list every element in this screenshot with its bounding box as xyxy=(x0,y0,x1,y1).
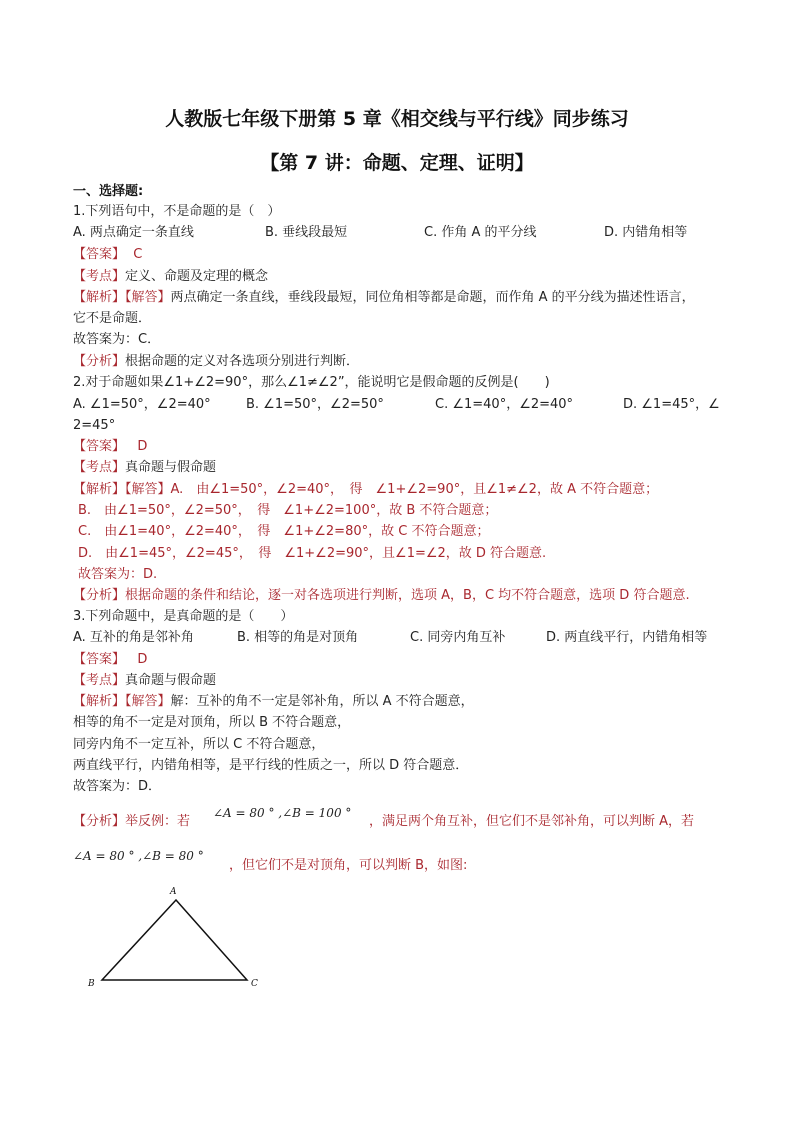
q3-jiexi-2: 相等的角不一定是对顶角，所以 B 不符合题意， xyxy=(73,715,351,730)
q2-jiexi-a xyxy=(73,481,658,498)
q1-stem: 1.下列语句中，不是命题的是（ ） xyxy=(73,204,281,219)
q2-kaodian-text: 真命题与假命题 xyxy=(125,460,217,475)
q2-option-a: A. ∠1=50°，∠2=40° xyxy=(73,397,211,412)
answer-label: 【答案】 xyxy=(73,652,126,667)
q3-fenxi-1 xyxy=(73,813,190,830)
q3-fenxi-formula-2: ∠A = 80 ° ,∠B = 80 ° xyxy=(73,849,204,863)
q1-jiexi-text-1: 两点确定一条直线，垂线段最短，同位角相等都是命题，而作角 A 的平分线为描述性语言， xyxy=(170,290,695,305)
q2-fenxi xyxy=(73,587,690,604)
q3-conclusion: 故答案为：D． xyxy=(73,779,162,794)
section-heading: 一、选择题: xyxy=(73,184,144,199)
q2-option-c: C. ∠1=40°，∠2=40° xyxy=(435,397,574,412)
q2-answer xyxy=(73,438,147,455)
q1-jiexi xyxy=(73,289,695,306)
q1-fenxi xyxy=(73,353,359,370)
q3-kaodian-text: 真命题与假命题 xyxy=(125,673,217,688)
q3-answer-value: D xyxy=(137,652,148,667)
q3-fenxi-text-1b: ，满足两个角互补，但它们不是邻补角，可以判断 A，若 xyxy=(369,814,695,829)
q1-option-d: D. 内错角相等 xyxy=(604,225,688,240)
q1-kaodian xyxy=(73,268,268,285)
q3-kaodian xyxy=(73,672,216,689)
kaodian-label: 【考点】 xyxy=(73,460,126,475)
page-title: 人教版七年级下册第 5 章《相交线与平行线》同步练习 xyxy=(165,108,629,130)
q3-stem: 3.下列命题中，是真命题的是（ ） xyxy=(73,609,294,624)
q3-jiexi-text-1: 解：互补的角不一定是邻补角，所以 A 不符合题意， xyxy=(170,694,474,709)
q3-jiexi-3: 同旁内角不一定互补，所以 C 不符合题意， xyxy=(73,737,325,752)
answer-label: 【答案】 xyxy=(73,247,126,262)
vertex-c-label: C xyxy=(251,979,258,989)
fenxi-label: 【分析】 xyxy=(73,354,126,369)
q1-option-c: C. 作角 A 的平分线 xyxy=(424,225,537,240)
q2-stem: 2.对于命题如果∠1+∠2=90°，那么∠1≠∠2”，能说明它是假命题的反例是( ) xyxy=(73,375,550,390)
q3-option-a: A. 互补的角是邻补角 xyxy=(73,630,194,645)
q3-jiexi-4: 两直线平行，内错角相等，是平行线的性质之一，所以 D 符合题意． xyxy=(73,758,469,773)
answer-label: 【答案】 xyxy=(73,439,126,454)
q2-conclusion: 故答案为：D. xyxy=(78,567,158,582)
q1-answer-value: C xyxy=(133,247,143,262)
jiexi-label: 【解析】【解答】 xyxy=(73,482,171,497)
q3-jiexi-1 xyxy=(73,693,474,710)
q1-jiexi-cont: 它不是命题． xyxy=(73,311,152,326)
q2-jiexi-a-text: A. 由∠1=50°，∠2=40°， 得 ∠1+∠2=90°，且∠1≠∠2，故 A 不符合题意； xyxy=(170,482,659,497)
fenxi-label: 【分析】 xyxy=(73,588,126,603)
q2-jiexi-b: B. 由∠1=50°，∠2=50°， 得 ∠1+∠2=100°，故 B 不符合题意； xyxy=(78,503,498,518)
q2-option-d: D. ∠1=45°，∠ xyxy=(623,397,720,412)
q2-answer-value: D xyxy=(137,439,148,454)
fenxi-label: 【分析】 xyxy=(73,814,126,829)
q3-option-c: C. 同旁内角互补 xyxy=(410,630,506,645)
q2-option-d-cont: 2=45° xyxy=(73,418,116,433)
q1-answer xyxy=(73,246,142,263)
jiexi-label: 【解析】【解答】 xyxy=(73,694,171,709)
q3-option-b: B. 相等的角是对顶角 xyxy=(237,630,359,645)
kaodian-label: 【考点】 xyxy=(73,673,126,688)
q1-fenxi-text: 根据命题的定义对各选项分别进行判断． xyxy=(125,354,360,369)
q3-option-d: D. 两直线平行，内错角相等 xyxy=(546,630,708,645)
q1-conclusion: 故答案为：C． xyxy=(73,332,161,347)
q3-fenxi-text-2b: ，但它们不是对顶角，可以判断 B，如图: xyxy=(229,858,468,873)
page-subtitle: 【第 7 讲：命题、定理、证明】 xyxy=(260,152,534,174)
q2-kaodian xyxy=(73,459,216,476)
q2-jiexi-d: D. 由∠1=45°，∠2=45°， 得 ∠1+∠2=90°，且∠1=∠2，故 D 符合题意. xyxy=(78,546,547,561)
q1-option-a: A. 两点确定一条直线 xyxy=(73,225,194,240)
q1-option-b: B. 垂线段最短 xyxy=(265,225,348,240)
q3-answer xyxy=(73,651,147,668)
q2-option-b: B. ∠1=50°，∠2=50° xyxy=(246,397,384,412)
vertex-a-label: A xyxy=(170,887,177,897)
q2-fenxi-text: 根据命题的条件和结论，逐一对各选项进行判断，选项 A，B，C 均不符合题意，选项 D 符合题意. xyxy=(125,588,690,603)
q3-fenxi-formula-1: ∠A = 80 ° ,∠B = 100 ° xyxy=(213,806,352,820)
triangle-abc xyxy=(102,900,247,980)
kaodian-label: 【考点】 xyxy=(73,269,126,284)
q3-fenxi-text-1a: 举反例：若 xyxy=(125,814,191,829)
jiexi-label: 【解析】【解答】 xyxy=(73,290,171,305)
triangle-figure xyxy=(84,884,268,994)
vertex-b-label: B xyxy=(88,979,95,989)
q2-jiexi-c: C. 由∠1=40°，∠2=40°， 得 ∠1+∠2=80°，故 C 不符合题意； xyxy=(78,524,490,539)
q1-kaodian-text: 定义、命题及定理的概念 xyxy=(125,269,269,284)
